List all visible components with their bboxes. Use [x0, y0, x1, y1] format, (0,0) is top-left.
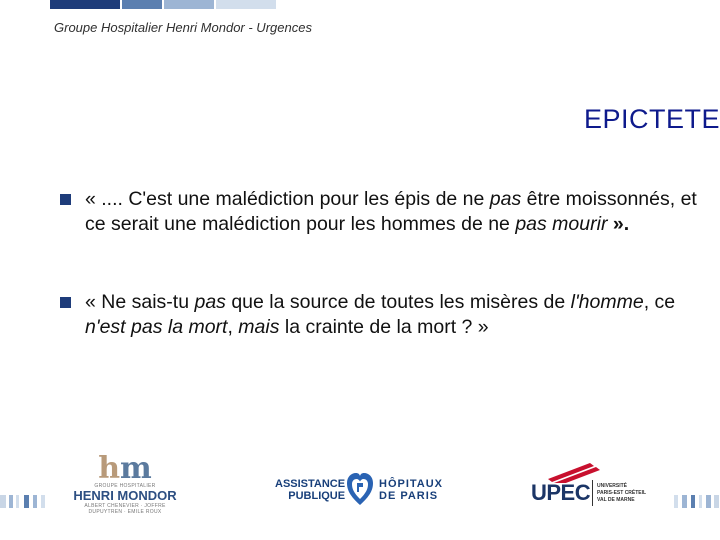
text-run: la crainte de la mort ? »: [279, 316, 489, 338]
bullet-square-icon: [60, 297, 71, 308]
hm-name: HENRI MONDOR: [73, 488, 177, 503]
text-run: « .... C'est une malédiction pour les épis de ne: [85, 188, 490, 210]
upec-line: VAL DE MARNE: [597, 497, 635, 503]
slide-title-wrap: [0, 104, 720, 135]
text-run-italic: mais: [238, 316, 280, 338]
upec-line: PARIS-EST CRÉTEIL: [597, 490, 647, 496]
aphp-heart-icon: [346, 472, 374, 506]
aphp-line: ASSISTANCE: [275, 478, 346, 490]
aphp-line: DE PARIS: [379, 490, 439, 502]
text-run-italic: pas mourir: [515, 213, 608, 235]
bottom-right-decoration: [672, 495, 720, 508]
hm-h: h: [98, 451, 121, 486]
aphp-line: PUBLIQUE: [288, 490, 346, 502]
slide-title: EPICTETE: [583, 104, 720, 134]
bullet-1: [60, 187, 700, 237]
bullet-text: [85, 290, 700, 340]
bullet-text: [85, 187, 700, 237]
text-run: être moissonnés, et ce serait une malédiction pour les hommes de ne: [85, 188, 697, 235]
bullet-square-icon: [60, 194, 71, 205]
upec-separator: [592, 480, 593, 506]
hm-m: m: [120, 451, 152, 486]
upec-logo: [528, 458, 658, 513]
text-run: « Ne sais-tu: [85, 291, 195, 313]
hm-subline: ALBERT CHENEVIER · JOFFRE DUPUYTREN · EMILE ROUX: [84, 503, 166, 515]
hm-tagline: GROUPE HOSPITALIER: [94, 483, 156, 489]
slide-header: Groupe Hospitalier Henri Mondor - Urgences: [54, 20, 312, 35]
text-run-bold: ».: [607, 213, 630, 235]
bullet-2: [60, 290, 700, 340]
aphp-left-text: [275, 478, 345, 502]
bottom-left-decoration: [0, 495, 48, 508]
top-accent-bar: [50, 0, 310, 9]
aphp-logo: [272, 470, 452, 510]
text-run: , ce: [643, 291, 676, 313]
text-run: ,: [227, 316, 239, 338]
upec-line: UNIVERSITÉ: [597, 483, 628, 489]
text-run: que la source de toutes les misères de: [225, 291, 571, 313]
henri-mondor-logo: [70, 451, 180, 515]
aphp-right-text: [379, 478, 443, 502]
aphp-line: HÔPITAUX: [379, 478, 444, 490]
text-run-italic: pas: [194, 291, 226, 313]
text-run-italic: n'est pas la mort: [85, 316, 228, 338]
upec-wordmark: UPEC: [531, 480, 591, 505]
text-run-italic: l'homme: [570, 291, 644, 313]
text-run-italic: pas: [489, 188, 522, 210]
upec-fulltext: [597, 483, 646, 504]
